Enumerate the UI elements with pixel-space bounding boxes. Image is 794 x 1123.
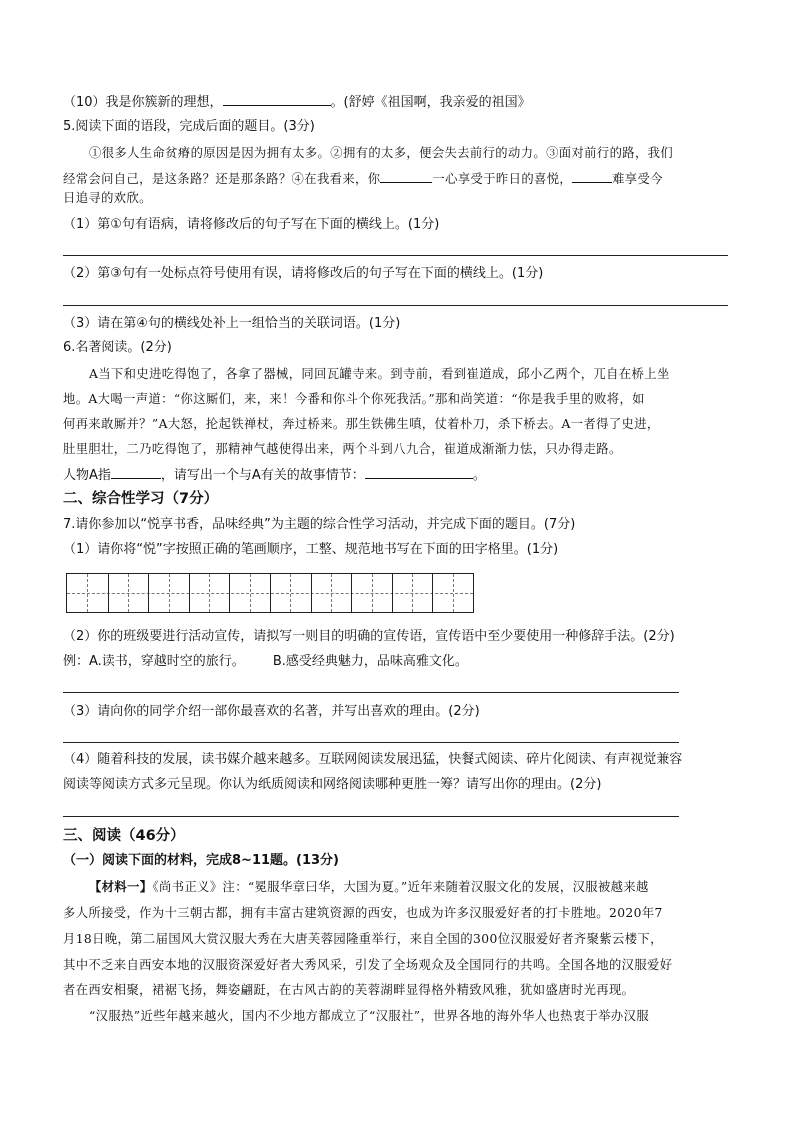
q5-title: 5.阅读下面的语段，完成后面的题目。(3分) [63, 119, 315, 134]
material-1-line-5: 者在西安相聚，裙裾飞扬，舞姿翩跹，在古风古韵的芙蓉湖畔显得格外精致风雅，犹如盛唐时光再现。 [63, 983, 635, 997]
q5-passage-line-3: 日追寻的欢欣。 [63, 191, 152, 205]
q5-sub-1: （1）第①句有语病，请将修改后的句子写在下面的横线上。(1分) [63, 217, 440, 232]
material-1-line-1: 【材料一】《尚书正义》注：“冕服华章曰华，大国为夏。”近年来随着汉服文化的发展，汉服被越来越 [89, 879, 649, 894]
answer-line[interactable] [63, 255, 728, 256]
material-1-line-3: 月18日晚，第二届国风大赏汉服大秀在大唐芙蓉园隆重举行，来自全国的300位汉服爱好者齐聚紫云楼下， [63, 932, 663, 946]
material-1-line-6: “汉服热”近些年越来越火，国内不少地方都成立了“汉服社”，世界各地的海外华人也热衷于举办汉服 [89, 1009, 650, 1023]
q6-question: 人物A指 ，请写出一个与A有关的故事情节： 。 [63, 464, 486, 486]
q6-title: 6.名著阅读。(2分) [63, 340, 172, 355]
grid-cell-midline [169, 574, 170, 612]
answer-line[interactable] [63, 305, 728, 306]
q5-passage-line-1: ①很多人生命贫瘠的原因是因为拥有太多。②拥有的太多，便会失去前行的动力。③面对前行的路，我们 [89, 146, 674, 160]
grid-cell-midline [87, 574, 88, 612]
q6-passage-line-4: 肚里胆壮，二乃吃得饱了，那精神气越使得出来，两个斗到八九合，崔道成渐渐力怯，只办得走路。 [63, 442, 622, 456]
section-2-title: 二、综合性学习（7分） [63, 491, 219, 507]
grid-cell-border [229, 574, 230, 612]
grid-cell-midline [331, 574, 332, 612]
grid-cell-border [432, 574, 433, 612]
grid-cell-border [311, 574, 312, 612]
material-1-line-2: 多人所接受，作为十三朝古都，拥有丰富古建筑资源的西安，也成为许多汉服爱好者的打卡胜地。2020年7 [63, 906, 663, 920]
q6-passage-line-1: A当下和史进吃得饱了，各拿了器械，同回瓦罐寺来。到寺前，看到崔道成，邱小乙两个，兀自在桥上坐 [89, 367, 670, 381]
section-3-subtitle: （一）阅读下面的材料，完成8~11题。(13分) [63, 853, 340, 868]
q6-passage-line-3: 何再来敢厮并？”A大怒，抡起铁禅杖，奔过桥来。那生铁佛生嗔，仗着朴刀，杀下桥去。A一者得了史进， [63, 417, 660, 431]
q5-passage-line-2: 经常会问自己，是这条路？还是那条路？④在我看来，你 一心享受于昨日的喜悦， 难享受今 [63, 168, 663, 189]
grid-cell-border [108, 574, 109, 612]
q7-sub-4-line-2: 阅读等阅读方式多元呈现。你认为纸质阅读和网络阅读哪种更胜一筹？请写出你的理由。(2分) [63, 777, 602, 792]
grid-cell-border [189, 574, 190, 612]
answer-blank[interactable] [223, 91, 331, 106]
section-3-title: 三、阅读（46分） [63, 828, 185, 844]
tianzige-grid[interactable] [66, 573, 474, 613]
q5-sub-3: （3）请在第④句的横线处补上一组恰当的关联词语。(1分) [63, 316, 401, 331]
grid-cell-border [270, 574, 271, 612]
q7-sub-1: （1）请你将“悦”字按照正确的笔画顺序，工整、规范地书写在下面的田字格里。(1分) [63, 542, 559, 557]
grid-cell-border [392, 574, 393, 612]
q5-sub-2: （2）第③句有一处标点符号使用有误，请将修改后的句子写在下面的横线上。(1分) [63, 266, 544, 281]
q7-sub-3: （3）请向你的同学介绍一部你最喜欢的名著，并写出喜欢的理由。(2分) [63, 704, 480, 719]
q7-sub-2: （2）你的班级要进行活动宣传，请拟写一则目的明确的宣传语，宣传语中至少要使用一种修辞手法。(2分) [63, 629, 675, 644]
q7-sub-4-line-1: （4）随着科技的发展，读书媒介越来越多。互联网阅读发展迅猛，快餐式阅读、碎片化阅读、有声视觉兼容 [63, 752, 683, 767]
answer-blank[interactable] [380, 168, 432, 183]
q7-title: 7.请你参加以“悦享书香，品味经典”为主题的综合性学习活动，并完成下面的题目。(7分) [63, 517, 576, 532]
answer-blank[interactable] [365, 464, 473, 479]
answer-line[interactable] [63, 692, 679, 693]
answer-blank[interactable] [572, 168, 612, 183]
grid-cell-border [148, 574, 149, 612]
q4-item-10 [63, 91, 531, 113]
grid-cell-midline [128, 574, 129, 612]
grid-cell-midline [250, 574, 251, 612]
grid-cell-midline [453, 574, 454, 612]
q6-passage-line-2: 地。A大喝一声道：“你这厮们，来，来！今番和你斗个你死我活。”那和尚笑道：“你是我手里的败将，如 [63, 392, 645, 406]
grid-cell-midline [412, 574, 413, 612]
answer-blank[interactable] [111, 464, 161, 479]
material-1-line-4: 其中不乏来自西安本地的汉服资深爱好者大秀风采，引发了全场观众及全国同行的共鸣。全国各地的汉服爱好 [63, 958, 673, 972]
grid-cell-midline [209, 574, 210, 612]
q4-10-prefix: （10）我是你簇新的理想， [63, 95, 223, 110]
answer-line[interactable] [63, 816, 679, 817]
q4-10-suffix: 。(舒婷《祖国啊，我亲爱的祖国》 [330, 95, 531, 110]
grid-cell-border [351, 574, 352, 612]
q7-examples: 例：A.读书，穿越时空的旅行。 B.感受经典魅力，品味高雅文化。 [63, 654, 468, 669]
grid-cell-midline [290, 574, 291, 612]
answer-line[interactable] [63, 742, 679, 743]
grid-cell-midline [372, 574, 373, 612]
